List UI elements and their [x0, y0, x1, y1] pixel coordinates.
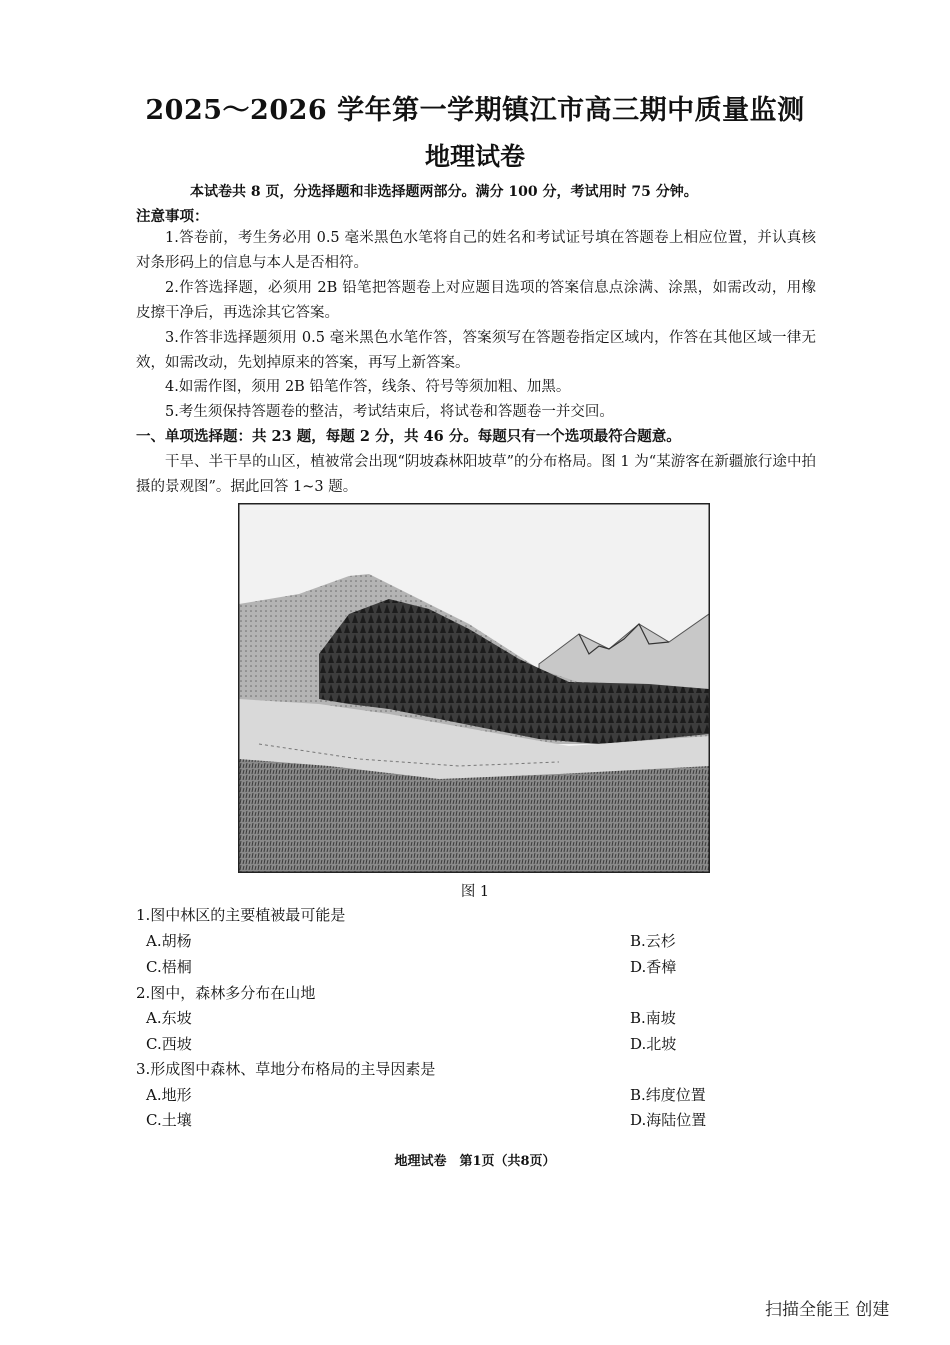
notice-item-5: 5.考生须保持答题卷的整洁，考试结束后，将试卷和答题卷一并交回。 — [165, 404, 614, 420]
notice-item-3: 3.作答非选择题须用 0.5 毫米黑色水笔作答，答案须写在答题卷指定区域内，作答在其他区域一律无效，如需改动，先划掉原来的答案，再写上新答案。 — [136, 330, 816, 371]
landscape-figure — [238, 503, 710, 873]
landscape-image — [239, 504, 709, 872]
notice-item-4: 4.如需作图，须用 2B 铅笔作答，线条、符号等须加粗、加黑。 — [165, 379, 571, 395]
figure-caption: 图 1 — [460, 884, 490, 900]
subject-title: 地理试卷 — [424, 142, 525, 171]
q3-option-d: D.海陆位置 — [630, 1111, 707, 1129]
scanner-watermark: 扫描全能王 创建 — [765, 1300, 890, 1320]
q3-option-b: B.纬度位置 — [630, 1086, 706, 1104]
q2-option-d: D.北坡 — [630, 1035, 677, 1053]
q1-option-d: D.香樟 — [630, 958, 677, 976]
question-3-stem: 3.形成图中森林、草地分布格局的主导因素是 — [136, 1060, 436, 1078]
q1-option-a: A.胡杨 — [146, 932, 192, 950]
q2-option-a: A.东坡 — [146, 1009, 192, 1027]
notice-heading: 注意事项： — [136, 208, 209, 225]
page-footer: 地理试卷 第1页（共8页） — [394, 1154, 556, 1169]
exam-intro: 本试卷共 8 页，分选择题和非选择题两部分。满分 100 分，考试用时 75 分钟。 — [190, 184, 698, 200]
q2-option-c: C.西坡 — [146, 1035, 192, 1053]
q1-option-c: C.梧桐 — [146, 958, 192, 976]
q3-option-c: C.土壤 — [146, 1111, 192, 1129]
q1-option-b: B.云杉 — [630, 932, 676, 950]
question-2-stem: 2.图中，森林多分布在山地 — [136, 984, 316, 1002]
q3-option-a: A.地形 — [146, 1086, 192, 1104]
section-heading: 一、单项选择题：共 23 题，每题 2 分，共 46 分。每题只有一个选项最符合题意。 — [136, 428, 681, 445]
notice-item-1: 1.答卷前，考生务必用 0.5 毫米黑色水笔将自己的姓名和考试证号填在答题卷上相应位置，并认真核对条形码上的信息与本人是否相符。 — [136, 230, 816, 271]
question-stem: 干旱、半干旱的山区，植被常会出现“阴坡森林阳坡草”的分布格局。图 1 为“某游客在新疆旅行途中拍摄的景观图”。据此回答 1~3 题。 — [136, 454, 816, 495]
question-1-stem: 1.图中林区的主要植被最可能是 — [136, 906, 346, 924]
notice-item-2: 2.作答选择题，必须用 2B 铅笔把答题卷上对应题目选项的答案信息点涂满、涂黑，如需改动，用橡皮擦干净后，再选涂其它答案。 — [136, 280, 816, 321]
q2-option-b: B.南坡 — [630, 1009, 676, 1027]
exam-title: 2025～2026 学年第一学期镇江市高三期中质量监测 — [145, 95, 805, 126]
